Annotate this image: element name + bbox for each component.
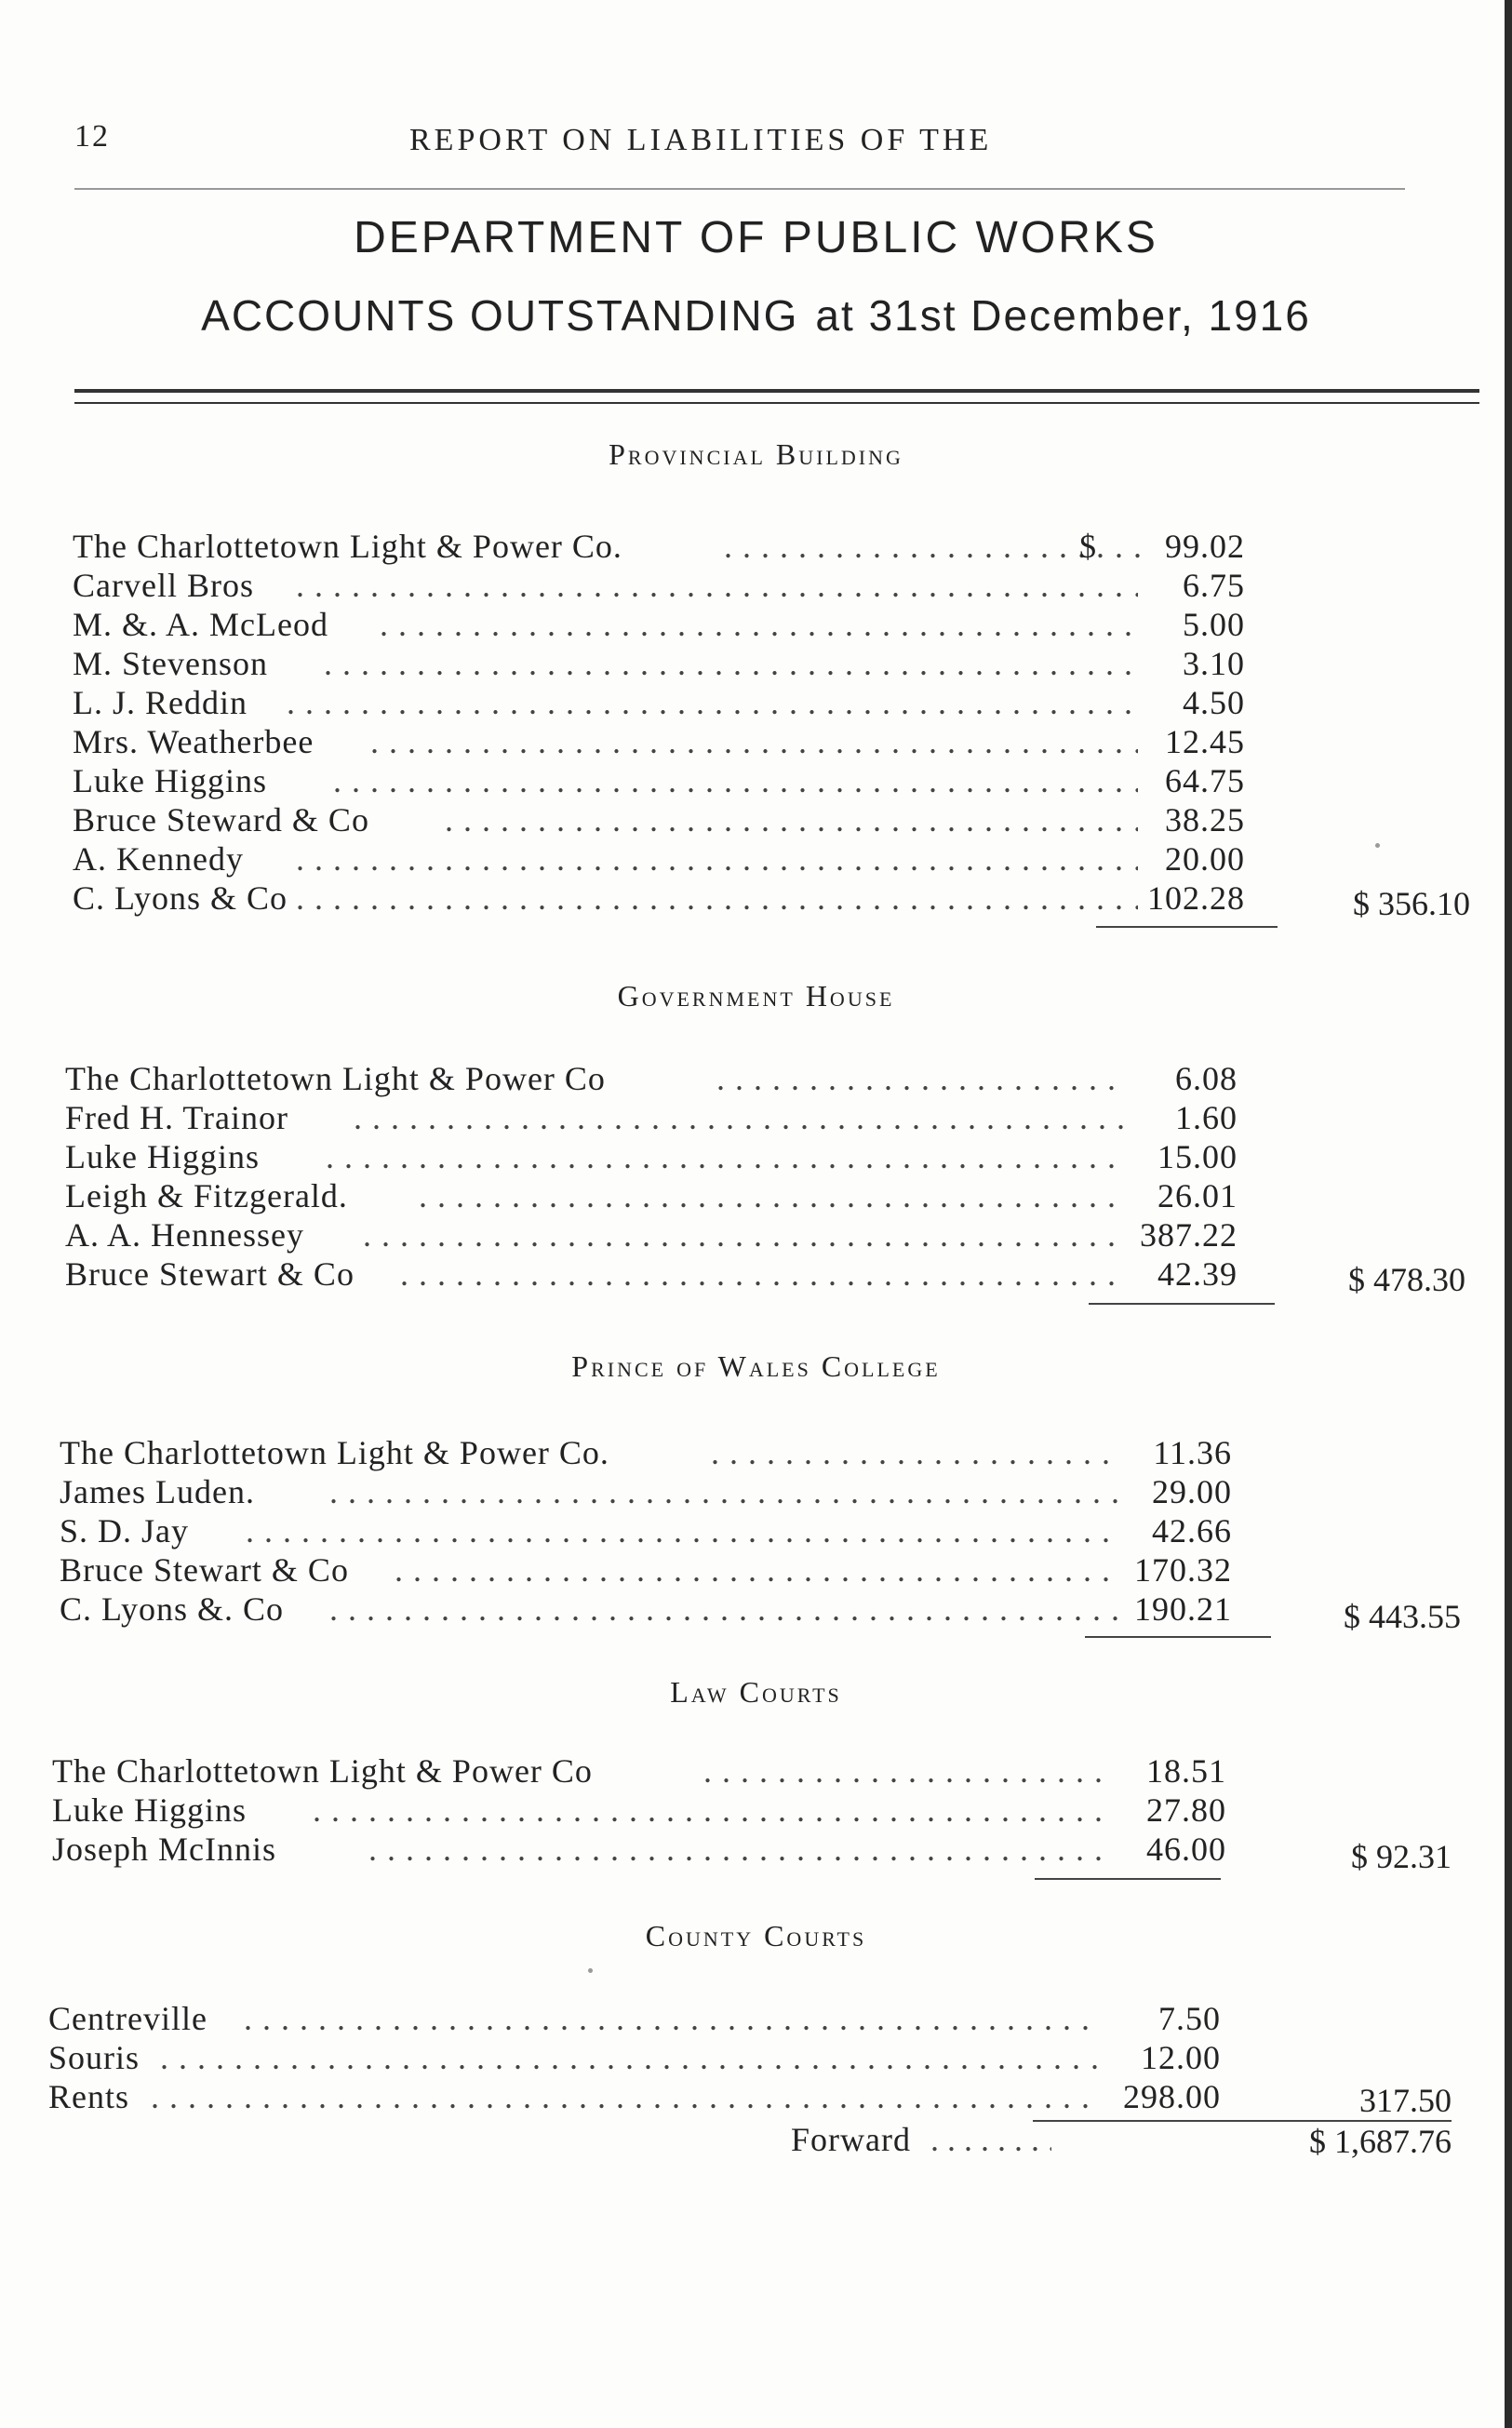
section-total: $ 478.30	[1348, 1261, 1465, 1298]
payee-name: S. D. Jay	[60, 1512, 190, 1549]
payee-name: Souris	[48, 2039, 140, 2076]
section-heading-government-house: Government House	[617, 979, 895, 1013]
title-double-rule	[74, 389, 1479, 404]
table-row	[65, 1137, 1238, 1176]
payee-name: Centreville	[48, 2000, 207, 2037]
dot-leader	[380, 605, 1138, 644]
table-row	[73, 527, 1245, 566]
scan-speck	[1375, 843, 1380, 848]
subtotal-rule	[1085, 1636, 1271, 1638]
table-row	[60, 1550, 1232, 1590]
dollar-sign: $	[1079, 528, 1096, 565]
payee-name: Carvell Bros	[73, 567, 254, 604]
dot-leader	[326, 1137, 1126, 1176]
payee-name: James Luden.	[60, 1473, 255, 1510]
payee-amount: 170.32	[1134, 1551, 1232, 1589]
dot-leader	[711, 1433, 1120, 1472]
table-row	[48, 1999, 1221, 2038]
document-subtitle	[0, 290, 1512, 341]
section-total: 317.50	[1359, 2082, 1452, 2119]
subtitle-date: at 31st December, 1916	[815, 291, 1311, 340]
payee-amount: 12.45	[1165, 723, 1245, 760]
table-row	[65, 1254, 1238, 1294]
dot-leader	[296, 566, 1138, 605]
table-row	[52, 1751, 1226, 1791]
dot-leader	[930, 2120, 1051, 2159]
dot-leader	[716, 1059, 1126, 1098]
table-row	[60, 1433, 1232, 1472]
dot-leader	[151, 2077, 1100, 2116]
payee-amount: 20.00	[1165, 840, 1245, 878]
payee-name: The Charlottetown Light & Power Co.	[73, 528, 622, 565]
table-row	[48, 2077, 1221, 2116]
scan-speck	[588, 1968, 593, 1973]
payee-amount: 4.50	[1183, 684, 1245, 721]
dot-leader	[400, 1254, 1126, 1294]
section-total: $ 92.31	[1351, 1838, 1452, 1875]
payee-name: C. Lyons & Co	[73, 879, 288, 917]
payee-amount: 102.28	[1147, 879, 1245, 917]
section-heading-law-courts: Law Courts	[670, 1675, 842, 1709]
dot-leader	[246, 1511, 1120, 1550]
payee-name: M. Stevenson	[73, 645, 268, 682]
running-head	[56, 119, 1396, 166]
dot-leader	[419, 1176, 1126, 1215]
payee-name: Bruce Steward & Co	[73, 801, 369, 838]
running-title: REPORT ON LIABILITIES OF THE	[409, 123, 993, 157]
section-heading-provincial-building: Provincial Building	[609, 437, 903, 471]
payee-amount: 15.00	[1157, 1138, 1238, 1175]
payee-name: Luke Higgins	[65, 1138, 260, 1175]
payee-amount: 387.22	[1140, 1216, 1238, 1254]
section-total: $ 443.55	[1344, 1598, 1461, 1635]
subtotal-rule	[1089, 1303, 1275, 1305]
payee-amount: 298.00	[1123, 2078, 1221, 2115]
table-row	[73, 644, 1245, 683]
section-total: $ 356.10	[1353, 885, 1470, 922]
dot-leader	[363, 1215, 1126, 1254]
payee-amount: 5.00	[1183, 606, 1245, 643]
dot-leader	[296, 879, 1138, 918]
table-row	[73, 605, 1245, 644]
payee-name: Leigh & Fitzgerald.	[65, 1177, 348, 1214]
forward-total: $ 1,687.76	[1309, 2123, 1452, 2160]
payee-amount: 6.75	[1183, 567, 1245, 604]
payee-name: C. Lyons &. Co	[60, 1590, 285, 1628]
table-row	[73, 800, 1245, 839]
table-row	[73, 683, 1245, 722]
dot-leader	[333, 761, 1138, 800]
payee-name: Luke Higgins	[73, 762, 267, 799]
payee-name: Bruce Stewart & Co	[60, 1551, 349, 1589]
dot-leader	[313, 1791, 1113, 1830]
forward-label: Forward	[791, 2121, 911, 2158]
payee-name: M. &. A. McLeod	[73, 606, 328, 643]
payee-amount: 3.10	[1183, 645, 1245, 682]
payee-name: Rents	[48, 2078, 130, 2115]
payee-name: Bruce Stewart & Co	[65, 1255, 355, 1293]
payee-amount: 29.00	[1152, 1473, 1232, 1510]
table-row	[60, 1590, 1232, 1629]
table-row	[65, 1098, 1238, 1137]
section-heading-county-courts: County Courts	[645, 1919, 867, 1952]
payee-name: Fred H. Trainor	[65, 1099, 289, 1136]
payee-amount: 99.02	[1165, 528, 1245, 565]
table-row	[65, 1215, 1238, 1254]
dot-leader	[160, 2038, 1100, 2077]
table-row	[73, 566, 1245, 605]
payee-name: Mrs. Weatherbee	[73, 723, 314, 760]
table-row	[52, 1830, 1226, 1869]
payee-amount: 42.39	[1157, 1255, 1238, 1293]
table-row	[65, 1176, 1238, 1215]
table-row	[52, 1791, 1226, 1830]
table-row	[73, 879, 1245, 918]
payee-amount: 64.75	[1165, 762, 1245, 799]
dot-leader	[324, 644, 1138, 683]
page-number: 12	[74, 119, 110, 154]
payee-name: A. A. Hennessey	[65, 1216, 304, 1254]
payee-name: L. J. Reddin	[73, 684, 248, 721]
payee-amount: 18.51	[1146, 1752, 1226, 1790]
dot-leader	[329, 1590, 1120, 1629]
table-row	[60, 1472, 1232, 1511]
payee-amount: 7.50	[1158, 2000, 1221, 2037]
payee-amount: 26.01	[1157, 1177, 1238, 1214]
dot-leader	[244, 1999, 1100, 2038]
payee-amount: 190.21	[1134, 1590, 1232, 1628]
dot-leader	[287, 683, 1138, 722]
payee-amount: 27.80	[1146, 1791, 1226, 1829]
payee-amount: 38.25	[1165, 801, 1245, 838]
payee-amount: 46.00	[1146, 1831, 1226, 1868]
subtitle-main: ACCOUNTS OUTSTANDING	[201, 291, 799, 340]
dot-leader	[296, 839, 1138, 879]
payee-name: Joseph McInnis	[52, 1831, 276, 1868]
table-row	[65, 1059, 1238, 1098]
dot-leader	[445, 800, 1138, 839]
payee-amount: 1.60	[1175, 1099, 1238, 1136]
payee-name: Luke Higgins	[52, 1791, 247, 1829]
dot-leader	[354, 1098, 1126, 1137]
payee-name: The Charlottetown Light & Power Co	[65, 1060, 606, 1097]
dot-leader	[395, 1550, 1120, 1590]
dot-leader	[370, 722, 1138, 761]
subtotal-rule	[1035, 1878, 1221, 1880]
table-row	[73, 761, 1245, 800]
section-heading-prince-of-wales-college: Prince of Wales College	[571, 1349, 941, 1383]
document-title: DEPARTMENT OF PUBLIC WORKS	[354, 213, 1158, 262]
payee-amount: 42.66	[1152, 1512, 1232, 1549]
dot-leader	[703, 1751, 1113, 1791]
table-row	[73, 839, 1245, 879]
running-head-rule	[74, 188, 1405, 190]
table-row	[73, 722, 1245, 761]
payee-amount: 11.36	[1153, 1434, 1232, 1471]
table-row	[48, 2038, 1221, 2077]
scan-edge	[1505, 0, 1512, 2428]
payee-name: The Charlottetown Light & Power Co.	[60, 1434, 609, 1471]
dot-leader	[329, 1472, 1120, 1511]
payee-amount: 12.00	[1141, 2039, 1221, 2076]
payee-name: The Charlottetown Light & Power Co	[52, 1752, 593, 1790]
payee-name: A. Kennedy	[73, 840, 244, 878]
payee-amount: 6.08	[1175, 1060, 1238, 1097]
table-row	[60, 1511, 1232, 1550]
subtotal-rule	[1096, 926, 1278, 928]
dot-leader	[368, 1830, 1113, 1869]
